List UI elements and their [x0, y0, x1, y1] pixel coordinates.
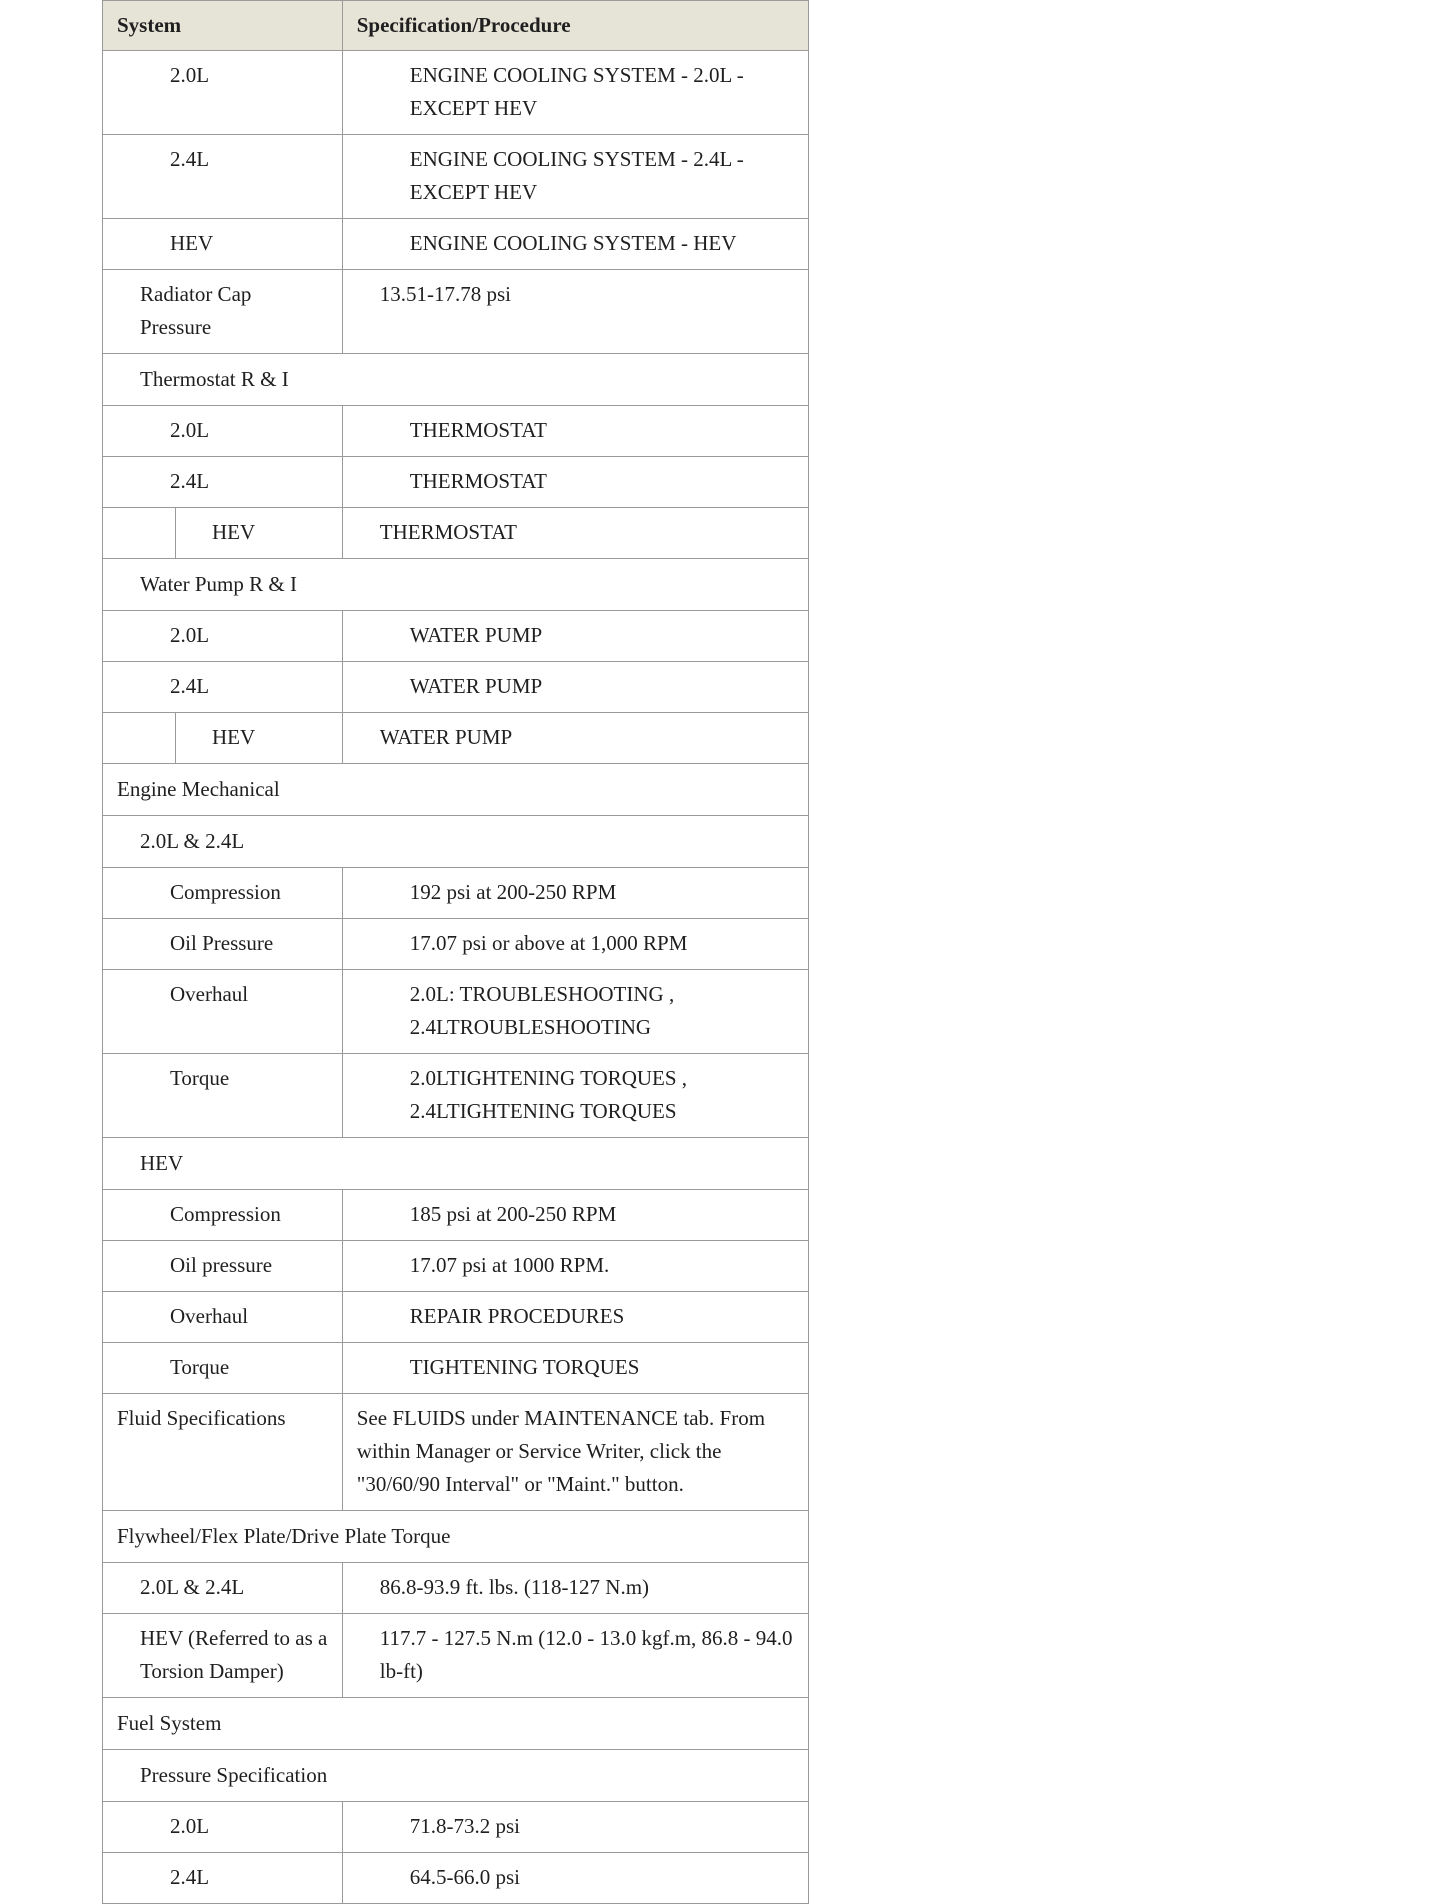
- spec-cell: 13.51-17.78 psi: [342, 270, 808, 354]
- system-cell: 2.4L: [103, 135, 343, 219]
- spec-cell: 2.0LTIGHTENING TORQUES , 2.4LTIGHTENING TORQUES: [342, 1054, 808, 1138]
- system-cell: Oil pressure: [103, 1241, 343, 1292]
- table-row: [103, 1802, 809, 1853]
- section-heading: Thermostat R & I: [103, 354, 809, 406]
- spec-cell: WATER PUMP: [342, 662, 808, 713]
- section-row: [103, 559, 809, 611]
- section-heading: Engine Mechanical: [103, 764, 809, 816]
- table-row: [103, 1614, 809, 1698]
- table-row: [103, 51, 809, 135]
- table-row: [103, 1241, 809, 1292]
- system-cell: Torque: [103, 1054, 343, 1138]
- table-row: [103, 713, 809, 764]
- table-row: [103, 611, 809, 662]
- table-row: [103, 1394, 809, 1511]
- section-row: [103, 1750, 809, 1802]
- system-cell: Overhaul: [103, 1292, 343, 1343]
- table-row: [103, 1292, 809, 1343]
- system-cell: 2.0L: [103, 611, 343, 662]
- system-cell: Oil Pressure: [103, 919, 343, 970]
- system-cell: Overhaul: [103, 970, 343, 1054]
- table-row: [103, 1054, 809, 1138]
- spec-cell: 64.5-66.0 psi: [342, 1853, 808, 1904]
- section-row: [103, 816, 809, 868]
- spec-cell: WATER PUMP: [342, 611, 808, 662]
- spec-cell: See FLUIDS under MAINTENANCE tab. From within Manager or Service Writer, click the "30/60/90 Interval" or "Maint." button.: [342, 1394, 808, 1511]
- section-row: [103, 354, 809, 406]
- system-cell: 2.4L: [103, 457, 343, 508]
- indent-spacer: [103, 508, 176, 558]
- spec-cell: TIGHTENING TORQUES: [342, 1343, 808, 1394]
- system-column-header: System: [103, 1, 343, 51]
- spec-cell: REPAIR PROCEDURES: [342, 1292, 808, 1343]
- specifications-table: [102, 0, 809, 1904]
- section-heading: Fuel System: [103, 1698, 809, 1750]
- table-row: [103, 508, 809, 559]
- system-cell: 2.0L: [103, 406, 343, 457]
- indent-spacer: [103, 713, 176, 763]
- table-row: [103, 219, 809, 270]
- spec-cell: 86.8-93.9 ft. lbs. (118-127 N.m): [342, 1563, 808, 1614]
- table-row: [103, 406, 809, 457]
- system-cell: 2.4L: [103, 1853, 343, 1904]
- system-cell: Radiator Cap Pressure: [103, 270, 343, 354]
- section-row: [103, 764, 809, 816]
- table-row: [103, 1343, 809, 1394]
- table-row: [103, 868, 809, 919]
- table-row: [103, 662, 809, 713]
- spec-cell: ENGINE COOLING SYSTEM - HEV: [342, 219, 808, 270]
- system-cell: HEV (Referred to as a Torsion Damper): [103, 1614, 343, 1698]
- table-row: [103, 457, 809, 508]
- system-cell: HEV: [103, 219, 343, 270]
- spec-column-header: Specification/Procedure: [342, 1, 808, 51]
- system-cell: Compression: [103, 868, 343, 919]
- table-row: [103, 919, 809, 970]
- system-cell: 2.4L: [103, 662, 343, 713]
- section-heading: Flywheel/Flex Plate/Drive Plate Torque: [103, 1511, 809, 1563]
- system-label: HEV: [212, 520, 256, 544]
- table-row: [103, 270, 809, 354]
- spec-cell: 192 psi at 200-250 RPM: [342, 868, 808, 919]
- system-cell: [103, 508, 343, 559]
- table-row: [103, 1853, 809, 1904]
- section-heading: Water Pump R & I: [103, 559, 809, 611]
- table-row: [103, 1563, 809, 1614]
- system-cell: Compression: [103, 1190, 343, 1241]
- spec-cell: ENGINE COOLING SYSTEM - 2.4L - EXCEPT HEV: [342, 135, 808, 219]
- spec-cell: 17.07 psi at 1000 RPM.: [342, 1241, 808, 1292]
- system-cell: 2.0L & 2.4L: [103, 1563, 343, 1614]
- spec-cell: THERMOSTAT: [342, 508, 808, 559]
- spec-cell: THERMOSTAT: [342, 457, 808, 508]
- section-row: [103, 1138, 809, 1190]
- system-cell: 2.0L: [103, 1802, 343, 1853]
- system-cell: Fluid Specifications: [103, 1394, 343, 1511]
- spec-cell: 185 psi at 200-250 RPM: [342, 1190, 808, 1241]
- table-row: [103, 1190, 809, 1241]
- section-heading: HEV: [103, 1138, 809, 1190]
- spec-cell: 2.0L: TROUBLESHOOTING , 2.4LTROUBLESHOOTING: [342, 970, 808, 1054]
- spec-cell: 117.7 - 127.5 N.m (12.0 - 13.0 kgf.m, 86.8 - 94.0 lb-ft): [342, 1614, 808, 1698]
- section-row: [103, 1511, 809, 1563]
- spec-cell: WATER PUMP: [342, 713, 808, 764]
- spec-cell: 71.8-73.2 psi: [342, 1802, 808, 1853]
- section-heading: 2.0L & 2.4L: [103, 816, 809, 868]
- system-cell: 2.0L: [103, 51, 343, 135]
- table-row: [103, 135, 809, 219]
- table-header-row: [103, 1, 809, 51]
- system-cell: Torque: [103, 1343, 343, 1394]
- spec-cell: THERMOSTAT: [342, 406, 808, 457]
- section-heading: Pressure Specification: [103, 1750, 809, 1802]
- table-row: [103, 970, 809, 1054]
- spec-cell: ENGINE COOLING SYSTEM - 2.0L - EXCEPT HEV: [342, 51, 808, 135]
- system-label: HEV: [212, 725, 256, 749]
- spec-cell: 17.07 psi or above at 1,000 RPM: [342, 919, 808, 970]
- section-row: [103, 1698, 809, 1750]
- system-cell: [103, 713, 343, 764]
